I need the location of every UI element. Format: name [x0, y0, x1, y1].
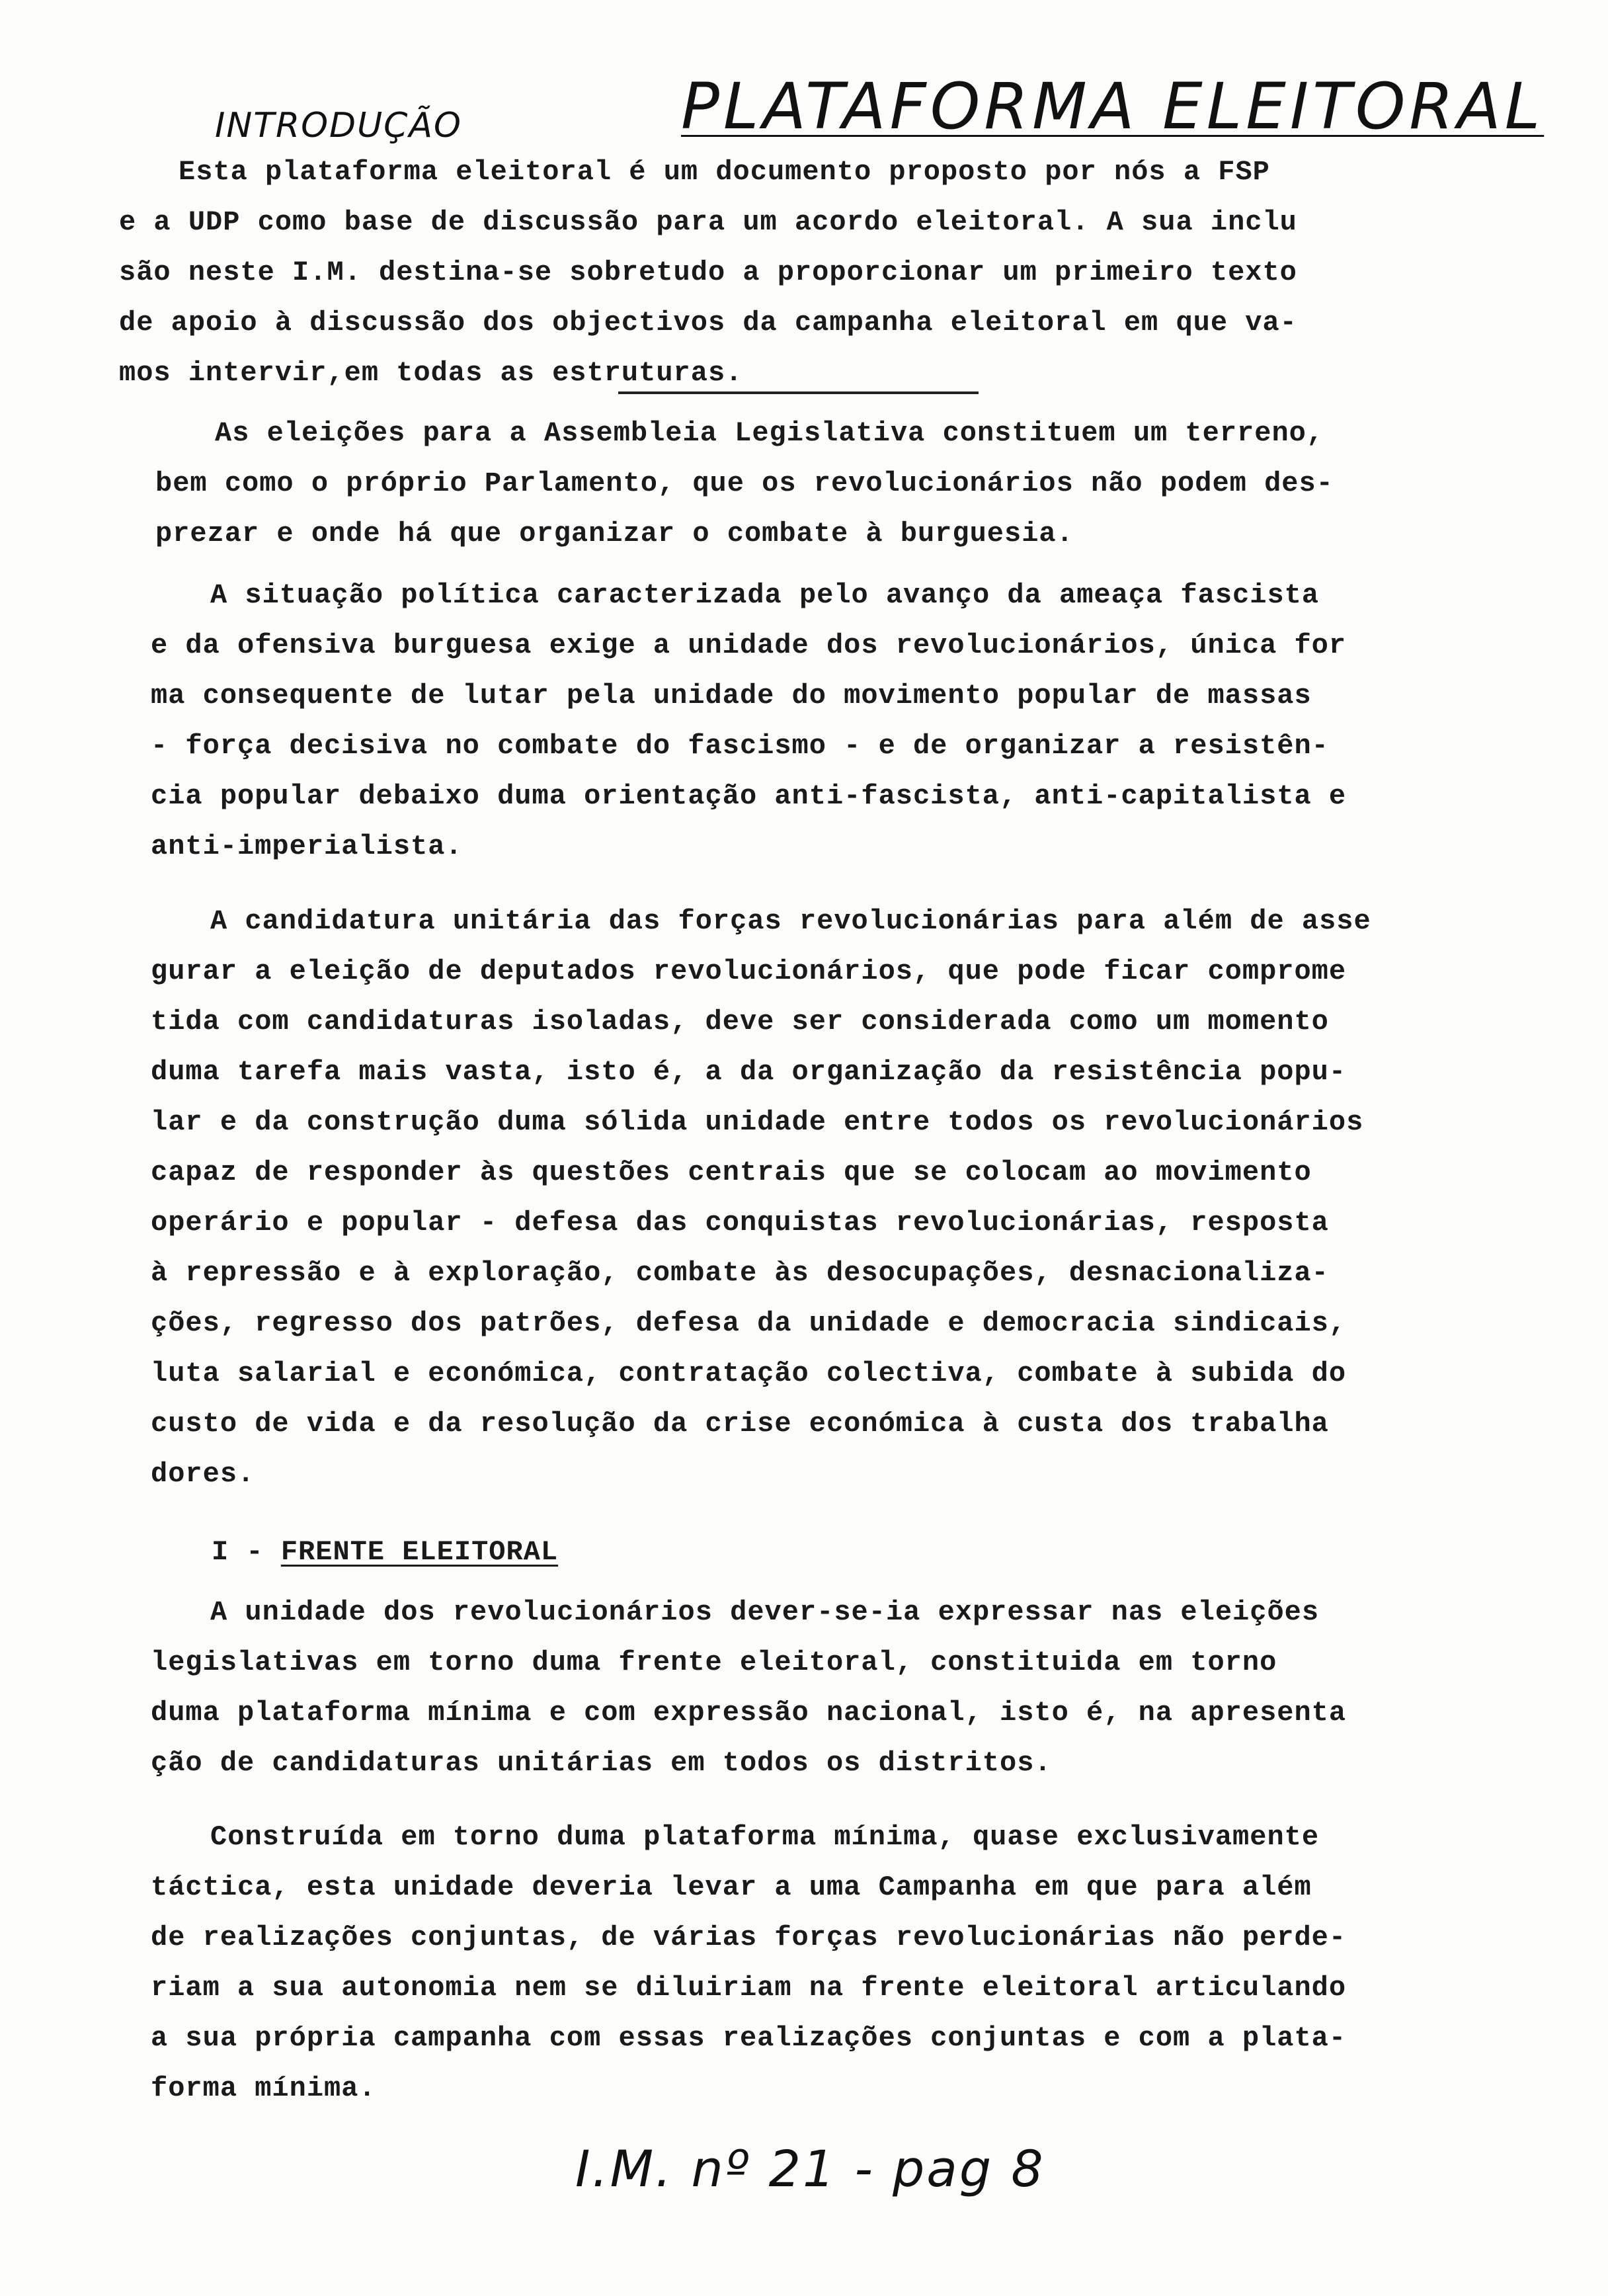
text-line: forma mínima. — [151, 2072, 376, 2104]
text-line: e da ofensiva burguesa exige a unidade dos revolucionários, única for — [151, 630, 1347, 661]
text-line: lar e da construção duma sólida unidade entre todos os revolucionários — [151, 1106, 1364, 1138]
text-line: dores. — [151, 1458, 255, 1490]
text-line: à repressão e à exploração, combate às desocupações, desnacionaliza- — [151, 1257, 1329, 1289]
text-line: operário e popular - defesa das conquistas revolucionárias, resposta — [151, 1207, 1329, 1239]
text-line: de apoio à discussão dos objectivos da campanha eleitoral em que va- — [119, 307, 1297, 339]
text-line: - força decisiva no combate do fascismo - e de organizar a resistên- — [151, 730, 1329, 762]
text-line: cia popular debaixo duma orientação anti-fascista, anti-capitalista e — [151, 780, 1347, 812]
section-heading — [212, 1536, 558, 1568]
text-line: e a UDP como base de discussão para um acordo eleitoral. A sua inclu — [119, 206, 1297, 238]
page-footer: I.M. nº 21 - pag 8 — [575, 2139, 1045, 2198]
text-line: capaz de responder às questões centrais que se colocam ao movimento — [151, 1157, 1312, 1188]
text-line: As eleições para a Assembleia Legislativa constituem um terreno, — [215, 417, 1324, 449]
text-line: luta salarial e económica, contratação colectiva, combate à subida do — [151, 1358, 1347, 1389]
section-number: I - — [212, 1536, 264, 1568]
text-line: táctica, esta unidade deveria levar a uma Campanha em que para além — [151, 1871, 1312, 1903]
handwritten-underline — [618, 391, 979, 394]
text-line: mos intervir,em todas as estruturas. — [119, 357, 743, 389]
text-line: A unidade dos revolucionários dever-se-ia expressar nas eleições — [210, 1596, 1320, 1628]
text-line: ção de candidaturas unitárias em todos os distritos. — [151, 1747, 1052, 1779]
text-line: bem como o próprio Parlamento, que os revolucionários não podem des- — [155, 468, 1334, 499]
text-line: ma consequente de lutar pela unidade do movimento popular de massas — [151, 680, 1312, 712]
text-line: anti-imperialista. — [151, 831, 463, 862]
text-line: de realizações conjuntas, de várias forças revolucionárias não perde- — [151, 1922, 1347, 1953]
paragraph-candidacy — [151, 896, 1605, 1499]
text-line: Esta plataforma eleitoral é um documento proposto por nós a FSP — [179, 156, 1270, 188]
text-line: Construída em torno duma plataforma mínima, quase exclusivamente — [210, 1821, 1320, 1853]
text-line: duma tarefa mais vasta, isto é, a da organização da resistência popu- — [151, 1056, 1347, 1088]
text-line: gurar a eleição de deputados revolucionários, que pode ficar comprome — [151, 956, 1347, 987]
text-line: tida com candidaturas isoladas, deve ser considerada como um momento — [151, 1006, 1329, 1038]
paragraph-electoral-front — [151, 1587, 1605, 1788]
text-line: A situação política caracterizada pelo avanço da ameaça fascista — [210, 579, 1320, 611]
text-line: prezar e onde há que organizar o combate à burguesia. — [155, 518, 1074, 550]
text-line: A candidatura unitária das forças revolucionárias para além de asse — [210, 905, 1371, 937]
intro-label: INTRODUÇÃO — [215, 106, 462, 145]
paragraph-minimal-platform — [151, 1812, 1605, 2113]
text-line: ções, regresso dos patrões, defesa da unidade e democracia sindicais, — [151, 1307, 1347, 1339]
text-line: riam a sua autonomia nem se diluiriam na frente eleitoral articulando — [151, 1972, 1347, 2004]
section-title: FRENTE ELEITORAL — [280, 1536, 559, 1568]
text-line: são neste I.M. destina-se sobretudo a proporcionar um primeiro texto — [119, 257, 1297, 288]
text-line: legislativas em torno duma frente eleitoral, constituida em torno — [151, 1647, 1277, 1678]
page-title: PLATAFORMA ELEITORAL — [681, 69, 1545, 144]
paragraph-intro — [119, 147, 1574, 398]
text-line: custo de vida e da resolução da crise económica à custa dos trabalha — [151, 1408, 1329, 1440]
text-line: duma plataforma mínima e com expressão nacional, isto é, na apresenta — [151, 1697, 1347, 1729]
paragraph-elections — [155, 408, 1608, 559]
paragraph-political-situation — [151, 570, 1605, 872]
text-line: a sua própria campanha com essas realizações conjuntas e com a plata- — [151, 2022, 1347, 2054]
